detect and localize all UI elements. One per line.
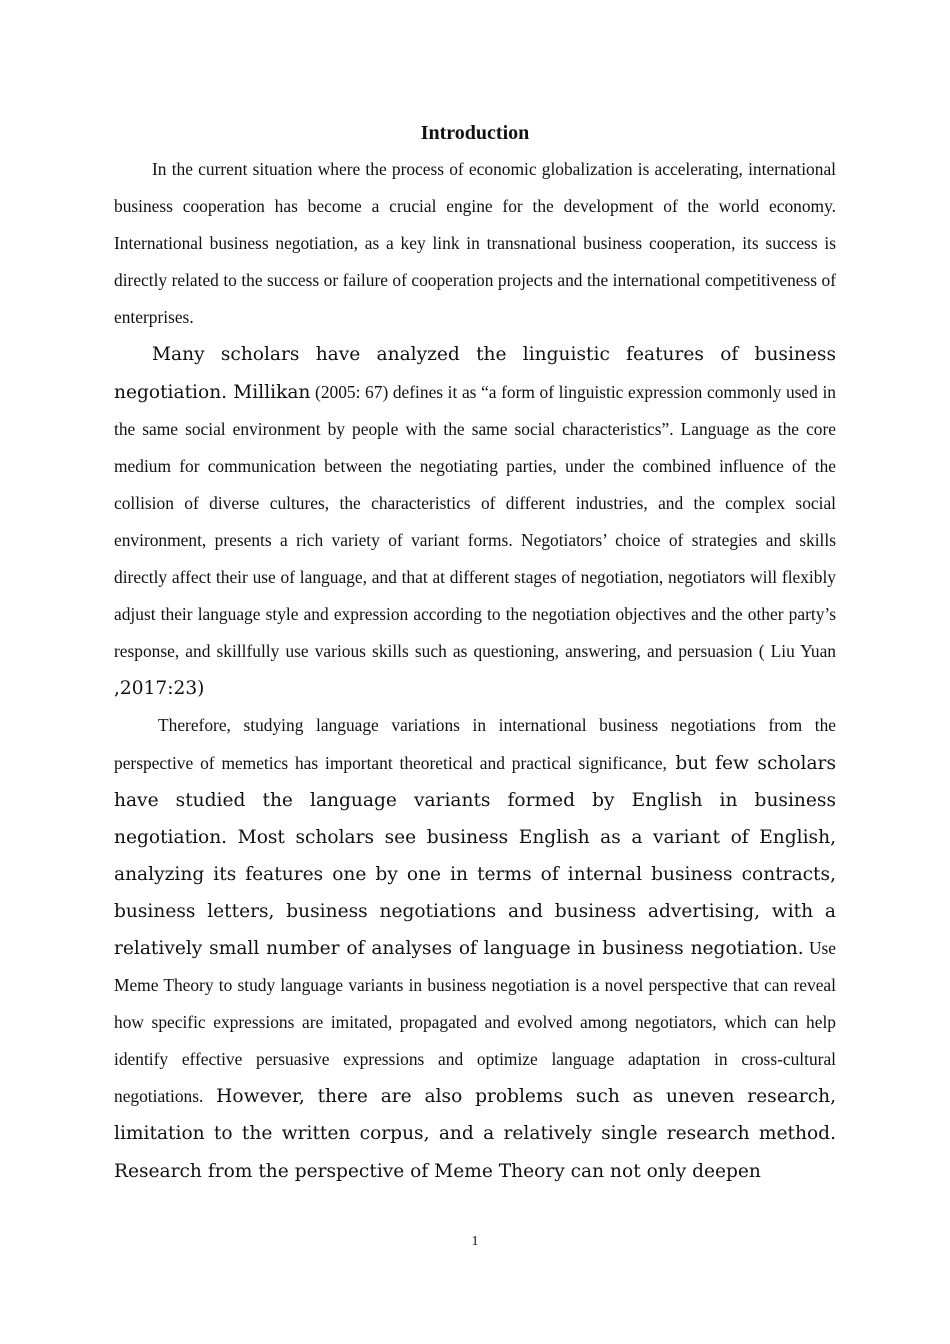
section-title: Introduction bbox=[420, 122, 530, 144]
paragraph-memetics bbox=[114, 707, 836, 1189]
paragraph-3-segment-d: However, there are also problems such as uneven research, limitation to the written corpus, and a relatively single research method. Research from the perspective of Meme Theory can not only deepen bbox=[114, 1086, 836, 1182]
paragraph-globalization: In the current situation where the process of economic globalization is accelerating, international business cooperation has become a crucial engine for the development of the world economy. International business negotiation, as a key link in transnational business cooperation, its success is directly related to the success or failure of cooperation projects and the international competitiveness of enterprises. bbox=[114, 159, 836, 328]
paragraph-2-segment-c: ,2017:23) bbox=[114, 678, 205, 700]
page-number: 1 bbox=[471, 1234, 479, 1249]
paragraph-2-segment-a: Many scholars have analyzed the linguistic features of business negotiation. Millikan bbox=[114, 344, 836, 403]
paragraph-linguistic-features bbox=[114, 336, 836, 707]
paragraph-3-segment-b: but few scholars have studied the language variants formed by English in business negotiation. Most scholars see business English as a variant of English, analyzing its features one by one in terms of internal business contracts, business letters, business negotiations and business advertising, with a relatively small number of analyses of language in business negotiation. bbox=[114, 752, 836, 959]
paragraph-3-segment-a: Therefore, studying language variations in international business negotiations from the perspective of memetics has important theoretical and practical significance, bbox=[114, 715, 836, 773]
paragraph-3-segment-c: Use Meme Theory to study language variants in business negotiation is a novel perspective that can reveal how specific expressions are imitated, propagated and evolved among negotiators, which can help identify effective persuasive expressions and optimize language adaptation in cross-cultural negotiations. bbox=[114, 937, 836, 1107]
body-text bbox=[114, 151, 836, 1190]
paragraph-2-segment-b: (2005: 67) defines it as “a form of linguistic expression commonly used in the same social environment by people with the same social characteristics”. Language as the core medium for communication between the negotiating parties, under the combined influence of the collision of diverse cultures, the characteristics of different industries, and the complex social environment, presents a rich variety of variant forms. Negotiators’ choice of strategies and skills directly affect their use of language, and that at different stages of negotiation, negotiators will flexibly adjust their language style and expression according to the negotiation objectives and the other party’s response, and skillfully use various skills such as questioning, answering, and persuasion ( Liu Yuan bbox=[114, 381, 836, 662]
